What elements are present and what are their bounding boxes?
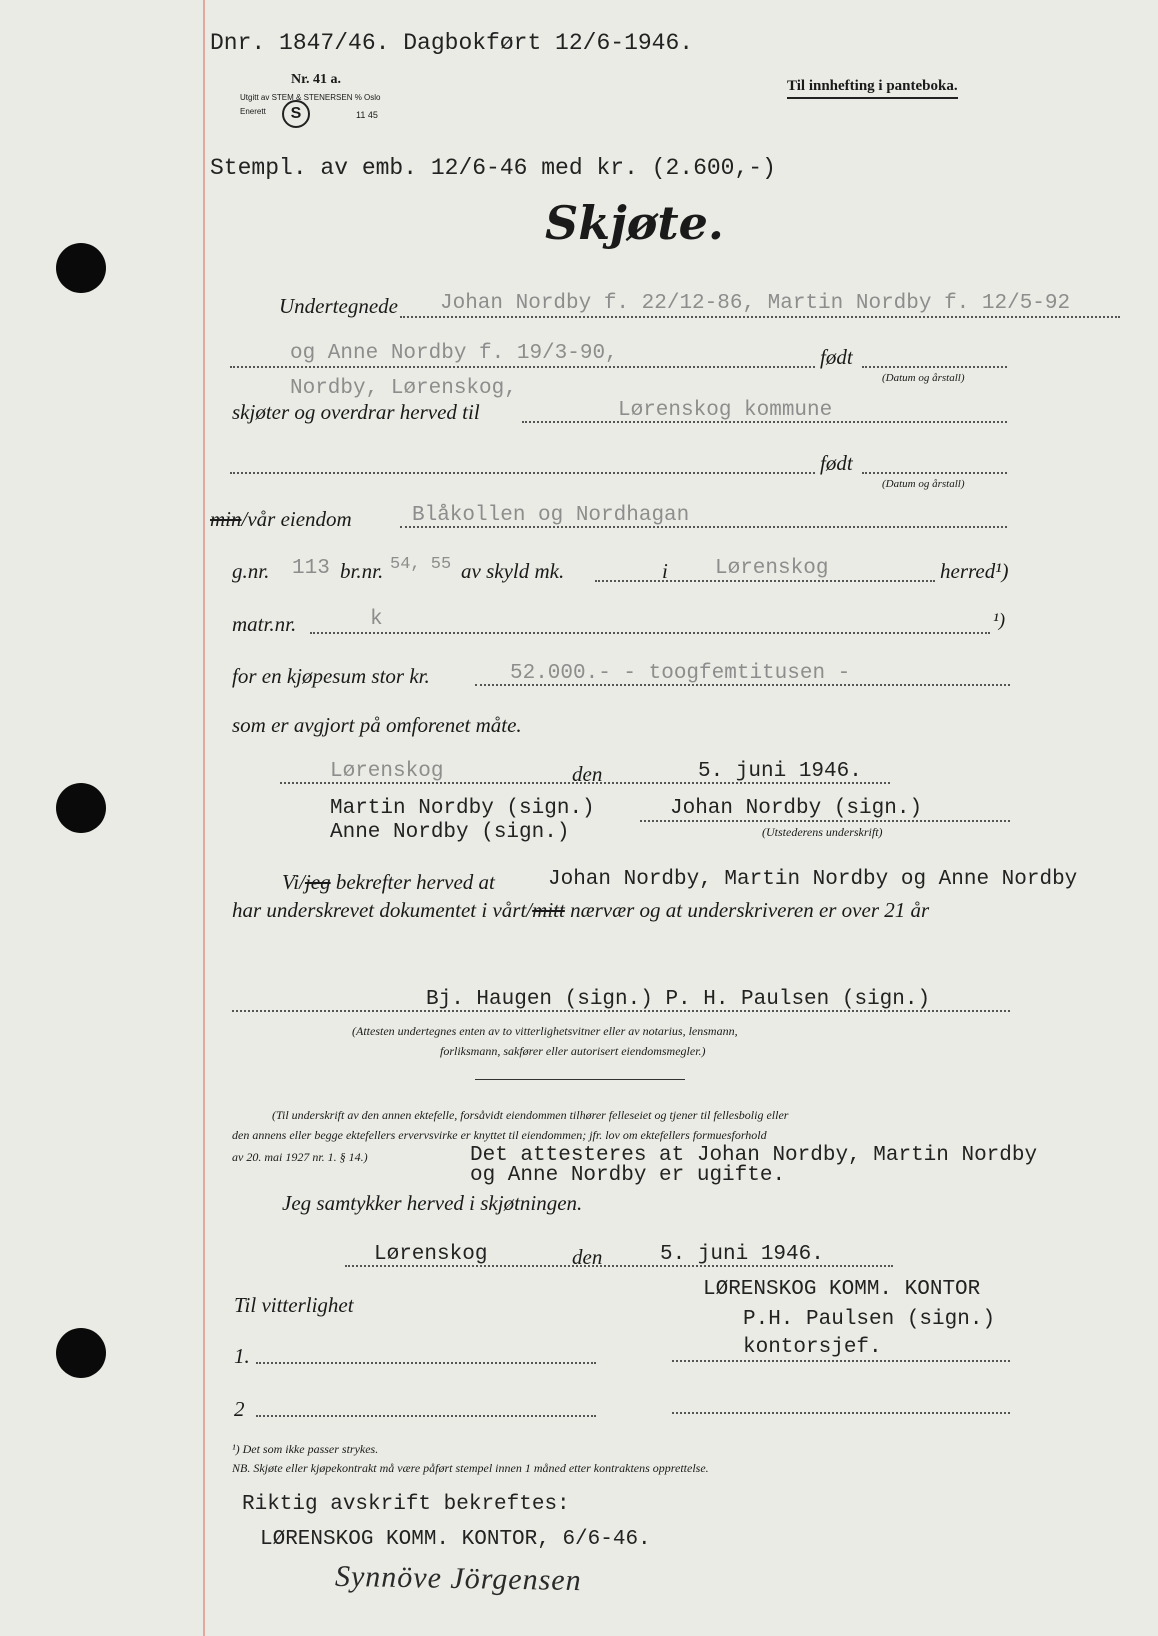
signing-date: 5. juni 1946. <box>698 760 862 783</box>
witness-number-1: 1. <box>234 1344 250 1368</box>
attest-names: Johan Nordby, Martin Nordby og Anne Nordby <box>548 868 1078 891</box>
attest-note-1: (Attesten undertegnes enten av to vitterlighetsvitner eller av notarius, lensmann, <box>352 1024 738 1038</box>
attest-note-2: forliksmann, sakfører eller autorisert eiendomsmegler.) <box>440 1044 706 1058</box>
signing-place: Lørenskog <box>330 760 444 783</box>
stempl-line: Stempl. av emb. 12/6-46 med kr. (2.600,-) <box>210 155 776 181</box>
form-number: Nr. 41 a. <box>291 72 342 87</box>
buyer-name: Lørenskog kommune <box>618 399 833 422</box>
den-label: den <box>572 762 603 786</box>
divider <box>475 1079 685 1080</box>
office-name: LØRENSKOG KOMM. KONTOR <box>703 1278 981 1301</box>
vi-prefix: Vi/ <box>282 870 305 894</box>
spouse-text-2: den annens eller begge ektefellers ervervsvirke er knyttet til eiendommen; jfr. lov om ektefellers formuesforhold <box>232 1128 767 1142</box>
attest-line2-post: nærvær og at underskriveren er over 21 år <box>570 898 930 922</box>
publisher-date: 11 45 <box>356 110 378 120</box>
til-vitterlighet: Til vitterlighet <box>234 1293 354 1317</box>
seller-names: Johan Nordby f. 22/12-86, Martin Nordby f. 12/5-92 <box>440 292 1071 315</box>
datum-label-2: (Datum og årstall) <box>882 478 965 490</box>
eiendom-text: /vår eiendom <box>241 507 352 531</box>
signature-anne: Anne Nordby (sign.) <box>330 821 570 844</box>
spouse-typed-1: Det attesteres at Johan Nordby, Martin Nordby <box>470 1144 1038 1167</box>
office-signer: P.H. Paulsen (sign.) <box>743 1308 996 1331</box>
publisher-enerett: Enerett <box>240 107 266 116</box>
office-title: kontorsjef. <box>743 1336 882 1359</box>
dotted-line <box>862 472 1007 474</box>
spouse-date: 5. juni 1946. <box>660 1243 824 1266</box>
kjopesum-label: for en kjøpesum stor kr. <box>232 664 430 688</box>
dnr-line: Dnr. 1847/46. Dagbokført 12/6-1946. <box>210 30 694 56</box>
punch-hole <box>56 783 106 833</box>
undertegnede-label: Undertegnede <box>279 294 398 318</box>
avgjort-text: som er avgjort på omforenet måte. <box>232 713 522 737</box>
dotted-line <box>256 1415 596 1417</box>
spouse-text-3: av 20. mai 1927 nr. 1. § 14.) <box>232 1150 368 1164</box>
i-label: i <box>662 559 668 583</box>
brnr-label: br.nr. <box>340 559 384 583</box>
riktig-avskrift: Riktig avskrift bekreftes: <box>242 1493 570 1516</box>
herred-label: herred¹) <box>940 559 1009 583</box>
footnote-1: ¹) Det som ikke passer strykes. <box>232 1442 379 1456</box>
signature-johan: Johan Nordby (sign.) <box>670 797 923 820</box>
attest-line2 <box>232 898 929 923</box>
samtykke-text: Jeg samtykker herved i skjøtningen. <box>282 1191 583 1215</box>
skyld-label: av skyld mk. <box>461 559 565 583</box>
office-copy: LØRENSKOG KOMM. KONTOR, 6/6-46. <box>260 1528 651 1551</box>
spouse-den-label: den <box>572 1245 603 1269</box>
datum-label: (Datum og årstall) <box>882 372 965 384</box>
spouse-place: Lørenskog <box>374 1243 488 1266</box>
attest-line2-pre: har underskrevet dokumentet i vårt/ <box>232 898 533 922</box>
document-title: Skjøte. <box>545 196 724 250</box>
til-innhefting: Til innhefting i panteboka. <box>787 78 958 99</box>
spouse-text-1: (Til underskrift av den annen ektefelle, forsåvidt eiendommen tilhører felleseiet og tjener til fellesbolig eller <box>272 1108 789 1122</box>
matr-note: ¹) <box>993 610 1006 631</box>
struck-min: min <box>210 507 242 531</box>
fodt-label-2: født <box>820 451 853 475</box>
attest-line1 <box>282 870 495 895</box>
skjoter-label: skjøter og overdrar herved til <box>232 400 480 424</box>
dotted-line <box>400 316 1120 318</box>
gnr-value: 113 <box>292 557 330 580</box>
dotted-line <box>640 820 1010 822</box>
fodt-label: født <box>820 345 853 369</box>
matr-label: matr.nr. <box>232 612 297 636</box>
utsteder-label: (Utstederens underskrift) <box>762 825 883 839</box>
publisher-logo: S <box>282 100 310 128</box>
dotted-line <box>672 1360 1010 1362</box>
publisher-line: Utgitt av STEM & STENERSEN % Oslo <box>240 93 381 102</box>
dotted-line <box>232 1010 1010 1012</box>
eiendom-label <box>210 507 352 532</box>
punch-hole <box>56 1328 106 1378</box>
kjopesum-value: 52.000.- - toogfemtitusen - <box>510 662 851 685</box>
brnr-value: 54, 55 <box>390 555 452 574</box>
bekrefter-text: bekrefter herved at <box>335 870 495 894</box>
property-name: Blåkollen og Nordhagan <box>412 504 690 527</box>
signature-martin: Martin Nordby (sign.) <box>330 797 595 820</box>
dotted-line <box>595 580 935 582</box>
seller-address: Nordby, Lørenskog, <box>290 377 517 400</box>
dotted-line <box>672 1412 1010 1414</box>
matr-value: k <box>370 608 383 631</box>
footnote-2: NB. Skjøte eller kjøpekontrakt må være påført stempel innen 1 måned etter kontraktens opprettelse. <box>232 1461 709 1475</box>
struck-jeg: jeg <box>304 870 331 894</box>
dotted-line <box>230 366 815 368</box>
dotted-line <box>256 1362 596 1364</box>
seller-names-line2: og Anne Nordby f. 19/3-90, <box>290 342 618 365</box>
gnr-label: g.nr. <box>232 559 270 583</box>
struck-mitt: mitt <box>532 898 565 922</box>
dotted-line <box>862 366 1007 368</box>
punch-hole <box>56 243 106 293</box>
margin-line <box>203 0 205 1636</box>
witness-number-2: 2 <box>234 1397 245 1421</box>
dotted-line <box>230 472 815 474</box>
herred-value: Lørenskog <box>715 557 829 580</box>
witness-signatures: Bj. Haugen (sign.) P. H. Paulsen (sign.) <box>426 988 931 1011</box>
spouse-typed-2: og Anne Nordby er ugifte. <box>470 1164 786 1187</box>
dotted-line <box>310 632 990 634</box>
handwritten-signature: Synnöve Jörgensen <box>334 1559 582 1598</box>
